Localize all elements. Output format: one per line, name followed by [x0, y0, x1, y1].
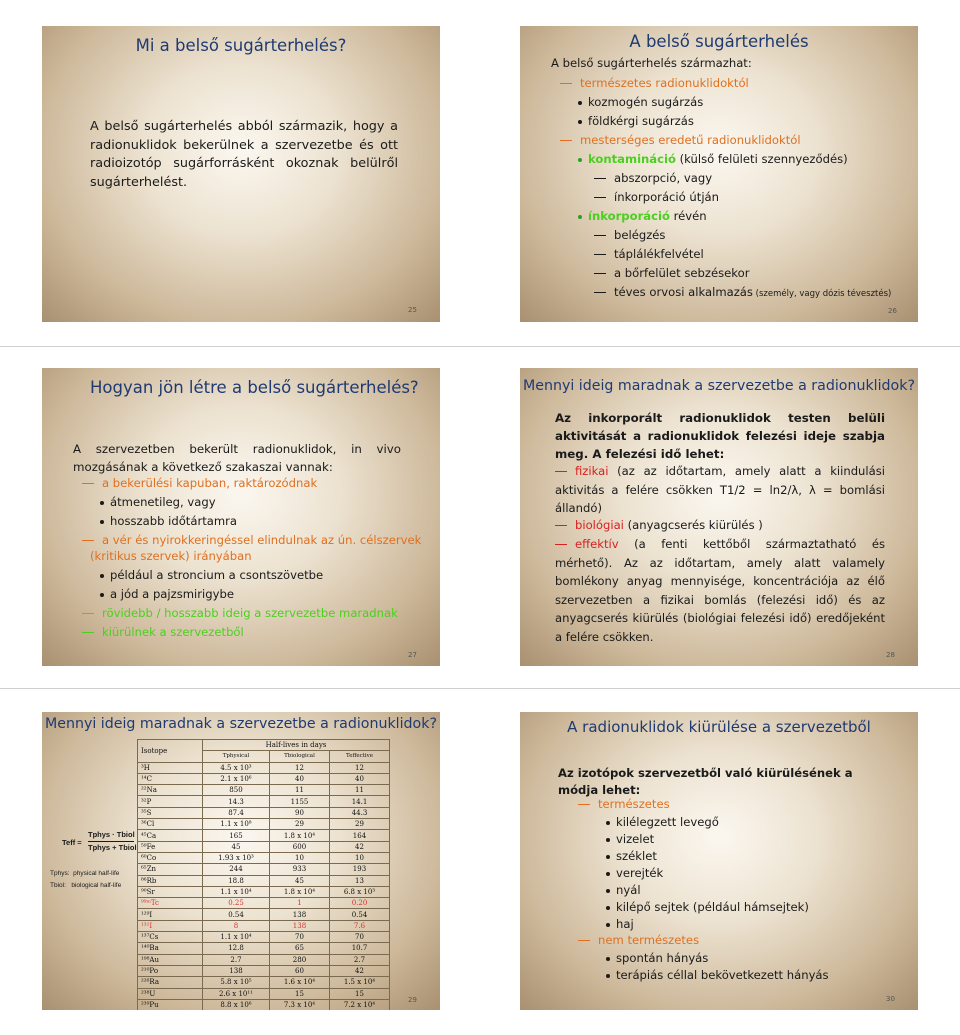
value-cell: 138	[203, 965, 270, 976]
line: ínkorporáció révén	[578, 209, 707, 224]
line: széklet	[606, 849, 657, 864]
slide-28	[520, 368, 918, 666]
table-row	[138, 932, 390, 943]
line: A belső sugárterhelés származhat:	[551, 56, 752, 70]
table-row	[138, 875, 390, 886]
line: belégzés	[594, 228, 665, 243]
line: rövidebb / hosszabb ideig a szervezetbe maradnak	[82, 606, 398, 621]
value-cell: 7.2 x 10⁴	[329, 999, 389, 1010]
item-biologiai: biológiai (anyagcserés kiürülés )	[555, 516, 885, 535]
table-row	[138, 920, 390, 931]
line: vizelet	[606, 832, 654, 847]
slide-title: Mi a belső sugárterhelés?	[135, 36, 347, 55]
value-cell: 1.8 x 10⁴	[269, 886, 329, 897]
table-row	[138, 852, 390, 863]
table-header: Tphysical	[203, 751, 270, 762]
line: átmenetileg, vagy	[100, 495, 216, 510]
table-row	[138, 785, 390, 796]
isotope-cell: ³H	[138, 762, 203, 773]
line: kiürülnek a szervezetből	[82, 625, 244, 640]
value-cell: 165	[203, 830, 270, 841]
line: haj	[606, 917, 634, 932]
value-cell: 2.7	[329, 954, 389, 965]
line: mesterséges eredetű radionuklidoktól	[560, 133, 801, 148]
isotope-cell: ¹³⁷Cs	[138, 932, 203, 943]
value-cell: 5.8 x 10⁵	[203, 977, 270, 988]
isotope-cell: ⁹⁹ᵐTc	[138, 898, 203, 909]
value-cell: 29	[329, 819, 389, 830]
value-cell: 1	[269, 898, 329, 909]
table-row	[138, 773, 390, 784]
value-cell: 8.8 x 10⁶	[203, 999, 270, 1010]
value-cell: 6.8 x 10³	[329, 886, 389, 897]
page-number: 30	[886, 995, 895, 1003]
value-cell: 44.3	[329, 807, 389, 818]
half-life-table	[137, 739, 390, 1010]
table-header: Tbiological	[269, 751, 329, 762]
value-cell: 0.54	[329, 909, 389, 920]
line: (kritikus szervek) irányában	[90, 549, 252, 563]
value-cell: 7.3 x 10⁴	[269, 999, 329, 1010]
value-cell: 164	[329, 830, 389, 841]
value-cell: 42	[329, 965, 389, 976]
slide-26	[520, 26, 918, 322]
slide-29	[42, 712, 440, 1010]
isotope-cell: ³⁶Cl	[138, 819, 203, 830]
line: kontamináció (külső felületi szennyeződés)	[578, 152, 848, 167]
value-cell: 29	[269, 819, 329, 830]
value-cell: 40	[269, 773, 329, 784]
line: például a stroncium a csontszövetbe	[100, 568, 323, 583]
value-cell: 87.4	[203, 807, 270, 818]
isotope-cell: ²³⁹Pu	[138, 999, 203, 1010]
value-cell: 0.25	[203, 898, 270, 909]
isotope-cell: ⁵⁹Fe	[138, 841, 203, 852]
line: verejték	[606, 866, 663, 881]
page-number: 27	[408, 651, 417, 659]
value-cell: 0.54	[203, 909, 270, 920]
line: természetes radionuklidoktól	[560, 76, 749, 91]
line: táplálékfelvétel	[594, 247, 704, 262]
slide-title: A radionuklidok kiürülése a szervezetből	[567, 718, 871, 736]
table-row	[138, 796, 390, 807]
isotope-cell: ³⁵S	[138, 807, 203, 818]
line: abszorpció, vagy	[594, 171, 712, 186]
isotope-cell: ²²⁶Ra	[138, 977, 203, 988]
value-cell: 8	[203, 920, 270, 931]
table-row	[138, 864, 390, 875]
line: természetes	[578, 797, 670, 812]
value-cell: 1.1 x 10⁴	[203, 932, 270, 943]
divider	[0, 688, 960, 689]
page-number: 25	[408, 306, 417, 314]
table-row	[138, 965, 390, 976]
isotope-cell: ²³⁸U	[138, 988, 203, 999]
value-cell: 90	[269, 807, 329, 818]
table-row	[138, 909, 390, 920]
value-cell: 2.1 x 10⁶	[203, 773, 270, 784]
value-cell: 12.8	[203, 943, 270, 954]
value-cell: 244	[203, 864, 270, 875]
table-row	[138, 898, 390, 909]
line: kilélegzett levegő	[606, 815, 719, 830]
value-cell: 15	[329, 988, 389, 999]
page-number: 28	[886, 651, 895, 659]
page-number: 29	[408, 996, 417, 1004]
isotope-cell: ²²Na	[138, 785, 203, 796]
slide-25	[42, 26, 440, 322]
value-cell: 2.6 x 10¹¹	[203, 988, 270, 999]
isotope-cell: ⁹⁰Sr	[138, 886, 203, 897]
legend-biol: Tbiol: biological half-life	[50, 882, 122, 889]
slide-intro: Az inkorporált radionuklidok testen belüli aktivitását a radionuklidok felezési ideje szabja meg. A felezési idő lehet:	[555, 411, 885, 461]
isotope-cell: ⁶⁵Zn	[138, 864, 203, 875]
line: kilépő sejtek (például hámsejtek)	[606, 900, 809, 915]
value-cell: 193	[329, 864, 389, 875]
table-header: Isotope	[138, 740, 203, 763]
isotope-cell: ¹⁹⁸Au	[138, 954, 203, 965]
value-cell: 1.1 x 10⁴	[203, 886, 270, 897]
slide-27	[42, 368, 440, 666]
isotope-cell: ²¹⁰Po	[138, 965, 203, 976]
formula-numerator: Tphys · Tbiol	[88, 830, 135, 839]
table-row	[138, 830, 390, 841]
slide-title: Hogyan jön létre a belső sugárterhelés?	[90, 378, 419, 397]
value-cell: 40	[329, 773, 389, 784]
value-cell: 1.5 x 10⁴	[329, 977, 389, 988]
isotope-cell: ¹²⁹I	[138, 909, 203, 920]
value-cell: 12	[329, 762, 389, 773]
item-fizikai: fizikai (az az időtartam, amely alatt a kiindulási aktivitás a felére csökken T1/2 = ln2/λ, λ = bomlási állandó)	[555, 464, 885, 515]
line: a bőrfelület sebzésekor	[594, 266, 749, 281]
slide-title: Mennyi ideig maradnak a szervezetbe a radionuklidok?	[523, 378, 915, 394]
table-row	[138, 886, 390, 897]
slide-intro: Az izotópok szervezetből való kiürülésének a módja lehet:	[558, 766, 853, 797]
line: terápiás céllal bekövetkezett hányás	[606, 968, 829, 983]
isotope-cell: ¹⁴C	[138, 773, 203, 784]
value-cell: 45	[203, 841, 270, 852]
table-row	[138, 841, 390, 852]
table-row	[138, 819, 390, 830]
table-header: Half-lives in days	[203, 740, 390, 751]
value-cell: 13	[329, 875, 389, 886]
value-cell: 4.5 x 10³	[203, 762, 270, 773]
line: kozmogén sugárzás	[578, 95, 703, 110]
value-cell: 600	[269, 841, 329, 852]
line: ínkorporáció útján	[594, 190, 719, 205]
slide-intro: A szervezetben bekerült radionuklidok, in vivo mozgásának a következő szakaszai vannak:	[73, 442, 401, 474]
value-cell: 15	[269, 988, 329, 999]
value-cell: 14.1	[329, 796, 389, 807]
value-cell: 1.6 x 10⁴	[269, 977, 329, 988]
value-cell: 10	[329, 852, 389, 863]
legend-phys: Tphys: physical half-life	[50, 870, 120, 877]
value-cell: 60	[269, 965, 329, 976]
slide-title: Mennyi ideig maradnak a szervezetbe a radionuklidok?	[45, 716, 437, 732]
value-cell: 70	[329, 932, 389, 943]
value-cell: 10	[269, 852, 329, 863]
value-cell: 12	[269, 762, 329, 773]
slide-30	[520, 712, 918, 1010]
value-cell: 70	[269, 932, 329, 943]
line: téves orvosi alkalmazás (személy, vagy dózis tévesztés)	[594, 285, 891, 302]
value-cell: 11	[269, 785, 329, 796]
value-cell: 138	[269, 909, 329, 920]
value-cell: 2.7	[203, 954, 270, 965]
line: a vér és nyirokkeringéssel elindulnak az ún. célszervek	[82, 533, 421, 548]
value-cell: 42	[329, 841, 389, 852]
line: a bekerülési kapuban, raktározódnak	[82, 476, 317, 491]
value-cell: 7.6	[329, 920, 389, 931]
line: földkérgi sugárzás	[578, 114, 694, 129]
value-cell: 280	[269, 954, 329, 965]
table-row	[138, 762, 390, 773]
table-row	[138, 954, 390, 965]
value-cell: 1155	[269, 796, 329, 807]
slide-body: A belső sugárterhelés abból származik, hogy a radionuklidok bekerülnek a szervezetbe és ott radioizotóp sugárforrásként okoznak belülről sugárterhelést.	[90, 119, 398, 190]
divider	[0, 346, 960, 347]
line: nyál	[606, 883, 641, 898]
value-cell: 850	[203, 785, 270, 796]
value-cell: 0.20	[329, 898, 389, 909]
value-cell: 1.8 x 10⁴	[269, 830, 329, 841]
isotope-cell: ¹³¹I	[138, 920, 203, 931]
line: hosszabb időtártamra	[100, 514, 237, 529]
page-number: 26	[888, 307, 897, 315]
table-row	[138, 943, 390, 954]
table-row	[138, 988, 390, 999]
value-cell: 18.8	[203, 875, 270, 886]
value-cell: 138	[269, 920, 329, 931]
formula-denominator: Tphys + Tbiol	[88, 843, 137, 852]
isotope-cell: ³²P	[138, 796, 203, 807]
table-row	[138, 977, 390, 988]
value-cell: 65	[269, 943, 329, 954]
formula-lhs: Teff =	[62, 838, 82, 847]
line: nem természetes	[578, 933, 699, 948]
fraction-bar	[88, 841, 134, 842]
table-header: Teffective	[329, 751, 389, 762]
isotope-cell: ⁴⁵Ca	[138, 830, 203, 841]
line: spontán hányás	[606, 951, 708, 966]
isotope-cell: ⁸⁶Rb	[138, 875, 203, 886]
item-effektiv: effektív (a fenti kettőből származtatható és mérhető). Az az időtartam, amely alatt valamely bomlékony anyag mennyisége, koncentrációja az élő szervezetben a fizikai bomlás (felezési idő) és az anyagcserés kiürülés (biológiai felezési idő) eredőjeként a felére csökken.	[555, 537, 885, 644]
table-row	[138, 807, 390, 818]
isotope-cell: ¹⁴⁰Ba	[138, 943, 203, 954]
line: a jód a pajzsmirigybe	[100, 587, 234, 602]
value-cell: 10.7	[329, 943, 389, 954]
value-cell: 14.3	[203, 796, 270, 807]
table-row	[138, 999, 390, 1010]
isotope-cell: ⁶⁰Co	[138, 852, 203, 863]
value-cell: 933	[269, 864, 329, 875]
value-cell: 1.93 x 10³	[203, 852, 270, 863]
slide-title: A belső sugárterhelés	[629, 32, 809, 51]
value-cell: 1.1 x 10⁸	[203, 819, 270, 830]
value-cell: 11	[329, 785, 389, 796]
value-cell: 45	[269, 875, 329, 886]
